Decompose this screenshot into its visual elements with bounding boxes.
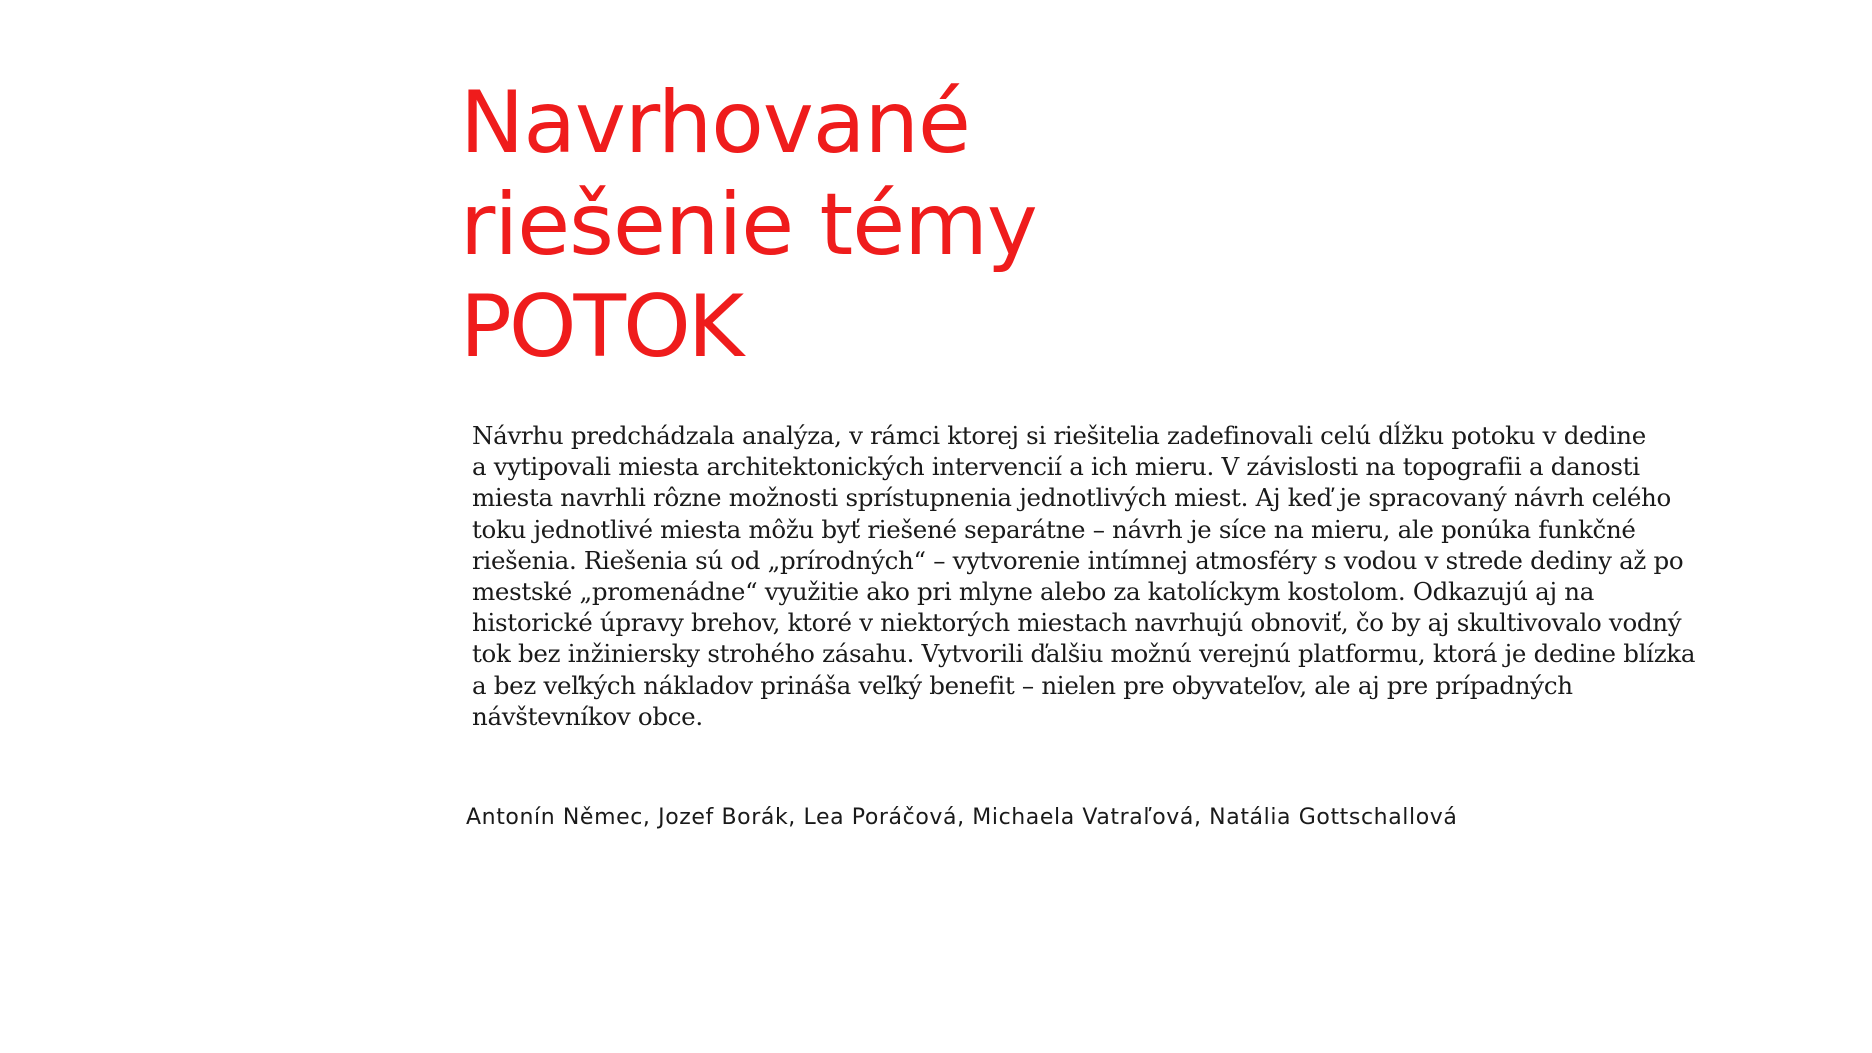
paragraph-line: Návrhu predchádzala analýza, v rámci ktorej si riešitelia zadefinovali celú dĺžku potoku v dedine: [472, 421, 1646, 450]
page-title: [460, 72, 1360, 378]
paragraph-line: miesta navrhli rôzne možnosti sprístupnenia jednotlivých miest. Aj keď je spracovaný návrh celého: [472, 483, 1671, 513]
paragraph-line: mestské „promenádne“ využitie ako pri mlyne alebo za katolíckym kostolom. Odkazujú aj na: [472, 577, 1595, 607]
paragraph-line: a bez veľkých nákladov prináša veľký benefit – nielen pre obyvateľov, ale aj pre prípadných: [472, 670, 1573, 700]
paragraph-line: tok bez inžiniersky strohého zásahu. Vytvorili ďalšiu možnú verejnú platformu, ktorá je dedine blízka: [472, 639, 1696, 669]
paragraph-line: historické úpravy brehov, ktoré v niektorých miestach navrhujú obnoviť, čo by aj skultivovalo vodný: [472, 608, 1682, 638]
paragraph-line: riešenia. Riešenia sú od „prírodných“ – vytvorenie intímnej atmosféry s vodou v strede dediny až po: [472, 545, 1684, 575]
paragraph-line: toku jednotlivé miesta môžu byť riešené separátne – návrh je síce na mieru, ale ponúka funkčné: [472, 514, 1636, 544]
title-line-2: riešenie témy: [460, 175, 1037, 275]
authors-list: Antonín Němec, Jozef Borák, Lea Poráčová, Michaela Vatraľová, Natália Gottschallová: [466, 805, 1458, 830]
description-paragraph: [472, 420, 1772, 732]
title-line-1: Navrhované: [460, 73, 970, 173]
paragraph-line: a vytipovali miesta architektonických intervencií a ich mieru. V závislosti na topografii a danosti: [472, 452, 1640, 482]
title-line-3: POTOK: [460, 277, 742, 377]
paragraph-line: návštevníkov obce.: [472, 701, 703, 731]
